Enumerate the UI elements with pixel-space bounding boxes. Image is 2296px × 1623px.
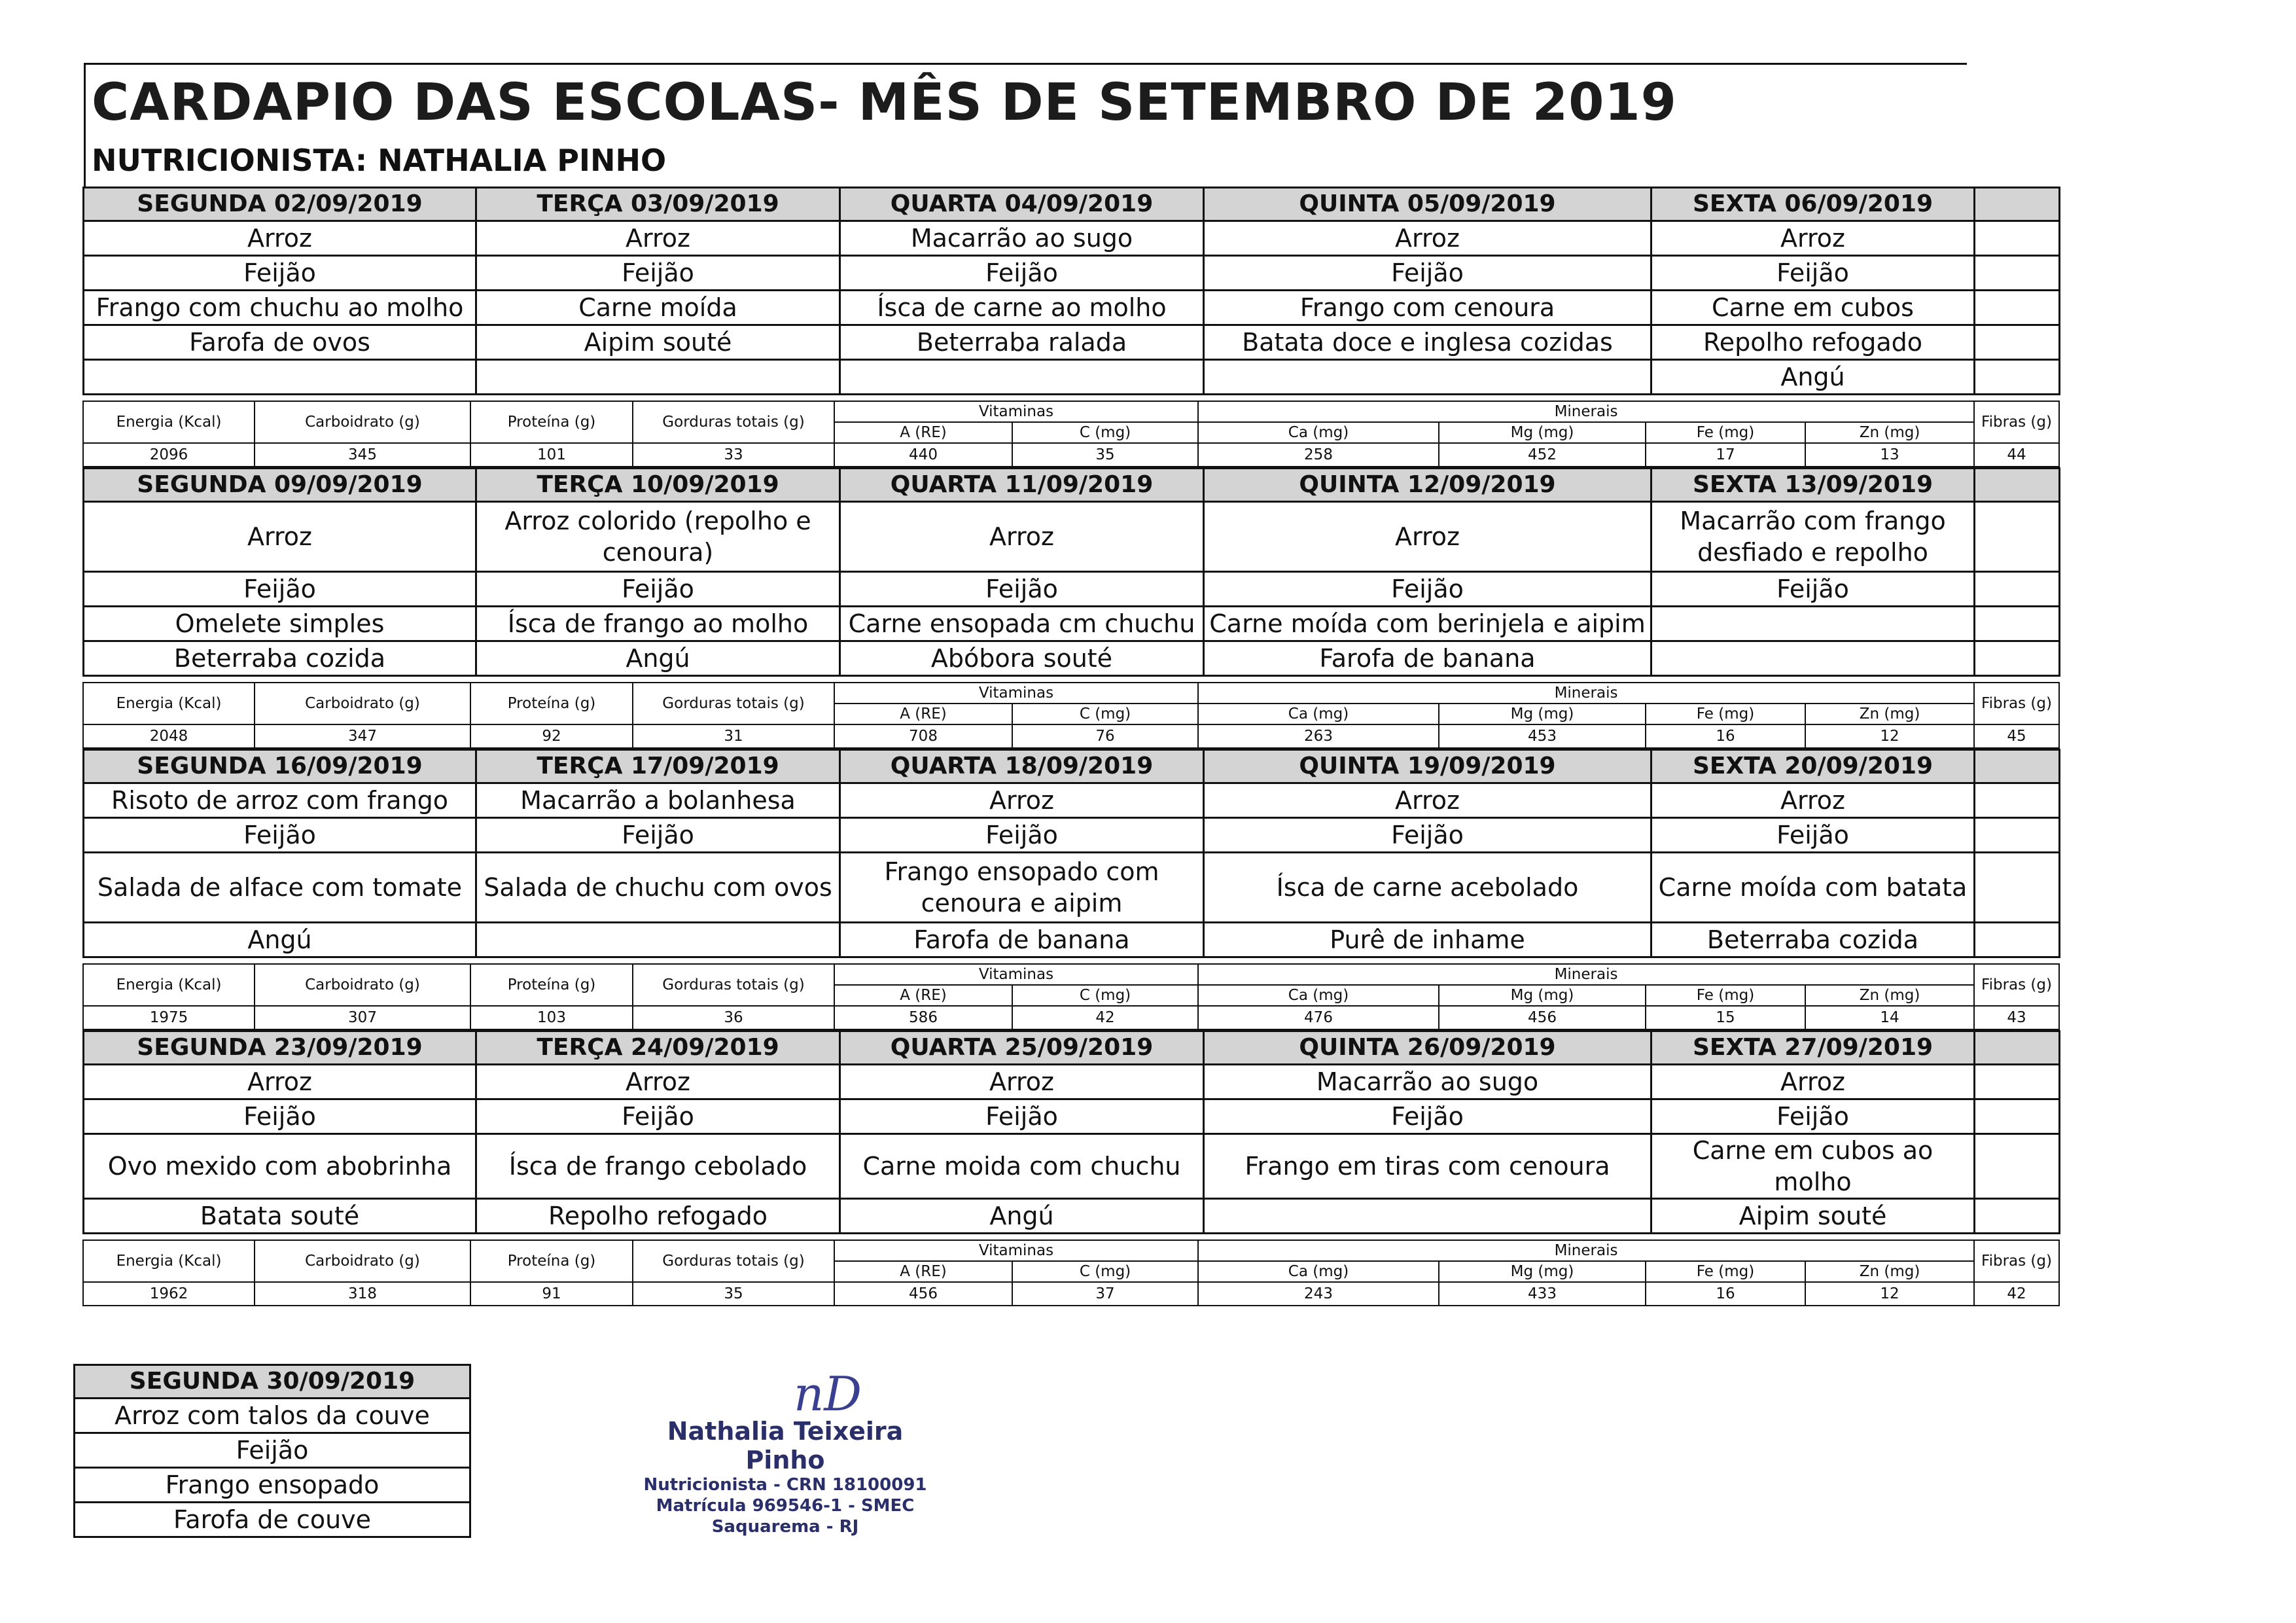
- day-header: SEGUNDA 09/09/2019: [84, 469, 476, 502]
- mg-value: 453: [1439, 724, 1646, 748]
- signature-location: Saquarema - RJ: [711, 1517, 859, 1537]
- day-header: SEGUNDA 30/09/2019: [75, 1365, 470, 1399]
- week-block: [82, 749, 2058, 1030]
- mg-value: 452: [1439, 443, 1646, 467]
- zn-value: 13: [1805, 443, 1974, 467]
- protein-label: Proteína (g): [470, 683, 633, 724]
- zn-label: Zn (mg): [1805, 985, 1974, 1006]
- menu-cell: Arroz: [1204, 502, 1651, 572]
- menu-cell: Arroz: [84, 221, 476, 256]
- menu-cell: Feijão: [75, 1433, 470, 1468]
- menu-cell: Angú: [1651, 360, 1975, 395]
- carb-label: Carboidrato (g): [255, 1240, 470, 1282]
- fiber-label: Fibras (g): [1974, 683, 2059, 724]
- menu-cell: Arroz: [84, 1065, 476, 1099]
- menu-cell: Beterraba cozida: [1651, 923, 1975, 957]
- mg-label: Mg (mg): [1439, 704, 1646, 724]
- menu-cell: Purê de inhame: [1204, 923, 1651, 957]
- menu-cell: Feijão: [1651, 1099, 1975, 1134]
- menu-cell: Carne em cubos ao molho: [1651, 1134, 1975, 1199]
- fat-label: Gorduras totais (g): [633, 683, 834, 724]
- menu-cell: Feijão: [840, 818, 1204, 853]
- menu-cell: Feijão: [476, 256, 840, 291]
- blank-cell: [1975, 1134, 2060, 1199]
- vit-a-value: 456: [834, 1282, 1012, 1306]
- vit-c-label: C (mg): [1012, 422, 1198, 443]
- signature-enrollment: Matrícula 969546-1 - SMEC: [656, 1496, 915, 1516]
- vit-a-value: 440: [834, 443, 1012, 467]
- left-border-line: [84, 63, 86, 187]
- menu-cell: [1204, 1199, 1651, 1234]
- menu-cell: Salada de chuchu com ovos: [476, 853, 840, 923]
- week-menu-table: [82, 749, 2060, 958]
- vit-a-label: A (RE): [834, 1261, 1012, 1282]
- ca-value: 258: [1198, 443, 1439, 467]
- fe-value: 16: [1646, 1282, 1805, 1306]
- nutritionist-subtitle: NUTRICIONISTA: NATHALIA PINHO: [92, 143, 667, 178]
- blank-cell: [1975, 1099, 2060, 1134]
- blank-cell: [1975, 325, 2060, 360]
- zn-value: 12: [1805, 724, 1974, 748]
- minerals-label: Minerais: [1198, 683, 1974, 704]
- signature-registration: Nutricionista - CRN 18100091: [643, 1475, 927, 1495]
- blank-cell: [1975, 641, 2060, 676]
- carb-label: Carboidrato (g): [255, 683, 470, 724]
- gorduras-value: 33: [633, 443, 834, 467]
- ca-label: Ca (mg): [1198, 704, 1439, 724]
- vit-c-label: C (mg): [1012, 1261, 1198, 1282]
- day-header: SEGUNDA 16/09/2019: [84, 750, 476, 783]
- day-header: QUINTA 05/09/2019: [1204, 188, 1651, 221]
- menu-cell: Feijão: [84, 256, 476, 291]
- vit-c-value: 76: [1012, 724, 1198, 748]
- menu-cell: [84, 360, 476, 395]
- menu-cell: Frango ensopado com cenoura e aipim: [840, 853, 1204, 923]
- energia-value: 2096: [83, 443, 255, 467]
- day-header: SEGUNDA 02/09/2019: [84, 188, 476, 221]
- day-header: QUARTA 04/09/2019: [840, 188, 1204, 221]
- blank-cell: [1975, 1199, 2060, 1234]
- menu-cell: Batata doce e inglesa cozidas: [1204, 325, 1651, 360]
- menu-cell: Arroz: [840, 502, 1204, 572]
- week-block: [82, 187, 2058, 467]
- fiber-label: Fibras (g): [1974, 401, 2059, 443]
- menu-cell: Macarrão a bolanhesa: [476, 783, 840, 818]
- menu-cell: Arroz: [476, 1065, 840, 1099]
- menu-cell: Ísca de carne ao molho: [840, 291, 1204, 325]
- vit-a-value: 708: [834, 724, 1012, 748]
- fe-value: 17: [1646, 443, 1805, 467]
- fe-label: Fe (mg): [1646, 985, 1805, 1006]
- minerals-label: Minerais: [1198, 964, 1974, 985]
- blank-cell: [1975, 360, 2060, 395]
- menu-cell: Arroz: [1651, 1065, 1975, 1099]
- day-header: SEGUNDA 23/09/2019: [84, 1031, 476, 1065]
- vit-c-label: C (mg): [1012, 704, 1198, 724]
- fibras-value: 43: [1974, 1006, 2059, 1029]
- proteina-value: 91: [470, 1282, 633, 1306]
- carb-label: Carboidrato (g): [255, 401, 470, 443]
- minerals-label: Minerais: [1198, 1240, 1974, 1261]
- day-header: TERÇA 17/09/2019: [476, 750, 840, 783]
- energia-value: 1975: [83, 1006, 255, 1029]
- nutritionist-signature-stamp: [628, 1366, 942, 1537]
- mg-label: Mg (mg): [1439, 985, 1646, 1006]
- day-header: QUINTA 26/09/2019: [1204, 1031, 1651, 1065]
- menu-cell: Arroz: [840, 1065, 1204, 1099]
- menu-cell: Carne moída: [476, 291, 840, 325]
- ca-value: 263: [1198, 724, 1439, 748]
- menu-cell: Farofa de banana: [1204, 641, 1651, 676]
- nutrition-table: [82, 963, 2060, 1030]
- menu-cell: Repolho refogado: [476, 1199, 840, 1234]
- last-day-menu: [73, 1364, 471, 1538]
- carboidrato-value: 347: [255, 724, 470, 748]
- menu-cell: Aipim souté: [1651, 1199, 1975, 1234]
- week-menu-table: [82, 187, 2060, 395]
- carboidrato-value: 345: [255, 443, 470, 467]
- zn-label: Zn (mg): [1805, 1261, 1974, 1282]
- menu-cell: Arroz: [1204, 783, 1651, 818]
- day-header: QUINTA 19/09/2019: [1204, 750, 1651, 783]
- menu-cell: Carne moída com berinjela e aipim: [1204, 607, 1651, 641]
- menu-cell: Feijão: [1204, 818, 1651, 853]
- proteina-value: 92: [470, 724, 633, 748]
- zn-value: 12: [1805, 1282, 1974, 1306]
- fe-label: Fe (mg): [1646, 422, 1805, 443]
- menu-cell: Carne moída com batata: [1651, 853, 1975, 923]
- fibras-value: 42: [1974, 1282, 2059, 1306]
- vitamins-label: Vitaminas: [834, 683, 1198, 704]
- carb-label: Carboidrato (g): [255, 964, 470, 1006]
- vit-c-label: C (mg): [1012, 985, 1198, 1006]
- gorduras-value: 35: [633, 1282, 834, 1306]
- energy-label: Energia (Kcal): [83, 401, 255, 443]
- menu-cell: Omelete simples: [84, 607, 476, 641]
- proteina-value: 103: [470, 1006, 633, 1029]
- blank-cell: [1975, 783, 2060, 818]
- mg-label: Mg (mg): [1439, 1261, 1646, 1282]
- top-border-line: [84, 63, 1967, 65]
- carboidrato-value: 307: [255, 1006, 470, 1029]
- nutrition-table: [82, 682, 2060, 749]
- menu-cell: Feijão: [840, 572, 1204, 607]
- fibras-value: 44: [1974, 443, 2059, 467]
- protein-label: Proteína (g): [470, 1240, 633, 1282]
- menu-cell: [1651, 641, 1975, 676]
- menu-cell: Frango em tiras com cenoura: [1204, 1134, 1651, 1199]
- menu-cell: Frango com cenoura: [1204, 291, 1651, 325]
- fe-value: 15: [1646, 1006, 1805, 1029]
- blank-cell: [1975, 1031, 2060, 1065]
- fe-value: 16: [1646, 724, 1805, 748]
- vit-a-label: A (RE): [834, 422, 1012, 443]
- menu-cell: Ísca de frango cebolado: [476, 1134, 840, 1199]
- menu-cell: Feijão: [1204, 256, 1651, 291]
- menu-cell: Ovo mexido com abobrinha: [84, 1134, 476, 1199]
- vitamins-label: Vitaminas: [834, 401, 1198, 422]
- menu-cell: Arroz: [476, 221, 840, 256]
- fibras-value: 45: [1974, 724, 2059, 748]
- menu-cell: Feijão: [1204, 572, 1651, 607]
- nutrition-table: [82, 401, 2060, 467]
- protein-label: Proteína (g): [470, 401, 633, 443]
- vit-c-value: 35: [1012, 443, 1198, 467]
- menu-cell: Arroz: [1204, 221, 1651, 256]
- day-header: SEXTA 06/09/2019: [1651, 188, 1975, 221]
- carboidrato-value: 318: [255, 1282, 470, 1306]
- nutrition-table: [82, 1240, 2060, 1306]
- blank-cell: [1975, 853, 2060, 923]
- day-header: TERÇA 03/09/2019: [476, 188, 840, 221]
- menu-cell: Feijão: [1651, 818, 1975, 853]
- menu-cell: [476, 923, 840, 957]
- menu-cell: Feijão: [84, 1099, 476, 1134]
- fe-label: Fe (mg): [1646, 1261, 1805, 1282]
- blank-cell: [1975, 291, 2060, 325]
- ca-value: 243: [1198, 1282, 1439, 1306]
- menu-cell: Risoto de arroz com frango: [84, 783, 476, 818]
- gorduras-value: 36: [633, 1006, 834, 1029]
- menu-cell: Feijão: [476, 818, 840, 853]
- menu-cell: Arroz com talos da couve: [75, 1399, 470, 1433]
- fat-label: Gorduras totais (g): [633, 1240, 834, 1282]
- menu-cell: Feijão: [1651, 256, 1975, 291]
- ca-label: Ca (mg): [1198, 1261, 1439, 1282]
- menu-cell: [476, 360, 840, 395]
- zn-label: Zn (mg): [1805, 422, 1974, 443]
- mg-label: Mg (mg): [1439, 422, 1646, 443]
- menu-cell: Feijão: [840, 1099, 1204, 1134]
- menu-cell: Ísca de carne acebolado: [1204, 853, 1651, 923]
- energy-label: Energia (Kcal): [83, 964, 255, 1006]
- menu-cell: Farofa de banana: [840, 923, 1204, 957]
- menu-cell: Macarrão com frango desfiado e repolho: [1651, 502, 1975, 572]
- menu-cell: Feijão: [476, 572, 840, 607]
- week-menu-table: [82, 467, 2060, 677]
- menu-cell: Frango com chuchu ao molho: [84, 291, 476, 325]
- menu-cell: Arroz: [1651, 221, 1975, 256]
- blank-cell: [1975, 469, 2060, 502]
- menu-cell: Angú: [840, 1199, 1204, 1234]
- menu-cell: Macarrão ao sugo: [840, 221, 1204, 256]
- blank-cell: [1975, 572, 2060, 607]
- menu-cell: [1651, 607, 1975, 641]
- day-header: SEXTA 20/09/2019: [1651, 750, 1975, 783]
- menu-cell: Salada de alface com tomate: [84, 853, 476, 923]
- menu-cell: Feijão: [1651, 572, 1975, 607]
- menu-cell: Beterraba ralada: [840, 325, 1204, 360]
- vit-c-value: 42: [1012, 1006, 1198, 1029]
- zn-label: Zn (mg): [1805, 704, 1974, 724]
- day-header: TERÇA 10/09/2019: [476, 469, 840, 502]
- day-header: QUARTA 18/09/2019: [840, 750, 1204, 783]
- blank-cell: [1975, 221, 2060, 256]
- day-header: TERÇA 24/09/2019: [476, 1031, 840, 1065]
- menu-cell: Ísca de frango ao molho: [476, 607, 840, 641]
- mg-value: 456: [1439, 1006, 1646, 1029]
- vitamins-label: Vitaminas: [834, 1240, 1198, 1261]
- vit-c-value: 37: [1012, 1282, 1198, 1306]
- blank-cell: [1975, 188, 2060, 221]
- blank-cell: [1975, 1065, 2060, 1099]
- minerals-label: Minerais: [1198, 401, 1974, 422]
- menu-cell: Feijão: [476, 1099, 840, 1134]
- menu-cell: [840, 360, 1204, 395]
- menu-cell: Angú: [476, 641, 840, 676]
- week-menu-table: [82, 1030, 2060, 1234]
- page-title: CARDAPIO DAS ESCOLAS- MÊS DE SETEMBRO DE 2019: [92, 73, 1677, 132]
- energy-label: Energia (Kcal): [83, 1240, 255, 1282]
- menu-cell: Arroz colorido (repolho e cenoura): [476, 502, 840, 572]
- handwritten-signature: nD: [793, 1366, 862, 1421]
- menu-cell: Arroz: [840, 783, 1204, 818]
- menu-cell: Aipim souté: [476, 325, 840, 360]
- week-block: [82, 1030, 2058, 1306]
- menu-cell: Feijão: [84, 818, 476, 853]
- menu-cell: Farofa de ovos: [84, 325, 476, 360]
- menu-cell: Batata souté: [84, 1199, 476, 1234]
- fe-label: Fe (mg): [1646, 704, 1805, 724]
- day-header: QUINTA 12/09/2019: [1204, 469, 1651, 502]
- day-header: QUARTA 11/09/2019: [840, 469, 1204, 502]
- menu-cell: Frango ensopado: [75, 1468, 470, 1503]
- energia-value: 1962: [83, 1282, 255, 1306]
- vit-a-label: A (RE): [834, 704, 1012, 724]
- blank-cell: [1975, 818, 2060, 853]
- menu-cell: [1204, 360, 1651, 395]
- menu-cell: Farofa de couve: [75, 1503, 470, 1537]
- blank-cell: [1975, 923, 2060, 957]
- energia-value: 2048: [83, 724, 255, 748]
- protein-label: Proteína (g): [470, 964, 633, 1006]
- vit-a-value: 586: [834, 1006, 1012, 1029]
- weekly-menus: [82, 187, 2058, 1306]
- week-block: [82, 467, 2058, 749]
- fiber-label: Fibras (g): [1974, 1240, 2059, 1282]
- ca-value: 476: [1198, 1006, 1439, 1029]
- blank-cell: [1975, 256, 2060, 291]
- menu-cell: Macarrão ao sugo: [1204, 1065, 1651, 1099]
- menu-cell: Arroz: [84, 502, 476, 572]
- menu-cell: Angú: [84, 923, 476, 957]
- menu-cell: Beterraba cozida: [84, 641, 476, 676]
- fat-label: Gorduras totais (g): [633, 964, 834, 1006]
- menu-cell: Carne moida com chuchu: [840, 1134, 1204, 1199]
- proteina-value: 101: [470, 443, 633, 467]
- ca-label: Ca (mg): [1198, 985, 1439, 1006]
- day-header: QUARTA 25/09/2019: [840, 1031, 1204, 1065]
- ca-label: Ca (mg): [1198, 422, 1439, 443]
- gorduras-value: 31: [633, 724, 834, 748]
- menu-cell: Repolho refogado: [1651, 325, 1975, 360]
- vitamins-label: Vitaminas: [834, 964, 1198, 985]
- day-header: SEXTA 13/09/2019: [1651, 469, 1975, 502]
- day-header: SEXTA 27/09/2019: [1651, 1031, 1975, 1065]
- blank-cell: [1975, 607, 2060, 641]
- menu-cell: Feijão: [1204, 1099, 1651, 1134]
- energy-label: Energia (Kcal): [83, 683, 255, 724]
- menu-cell: Abóbora souté: [840, 641, 1204, 676]
- menu-cell: Arroz: [1651, 783, 1975, 818]
- signature-name: Nathalia Teixeira Pinho: [667, 1417, 904, 1474]
- blank-cell: [1975, 750, 2060, 783]
- menu-cell: Feijão: [84, 572, 476, 607]
- vit-a-label: A (RE): [834, 985, 1012, 1006]
- mg-value: 433: [1439, 1282, 1646, 1306]
- fat-label: Gorduras totais (g): [633, 401, 834, 443]
- zn-value: 14: [1805, 1006, 1974, 1029]
- fiber-label: Fibras (g): [1974, 964, 2059, 1006]
- menu-cell: Carne em cubos: [1651, 291, 1975, 325]
- menu-cell: Carne ensopada cm chuchu: [840, 607, 1204, 641]
- menu-cell: Feijão: [840, 256, 1204, 291]
- blank-cell: [1975, 502, 2060, 572]
